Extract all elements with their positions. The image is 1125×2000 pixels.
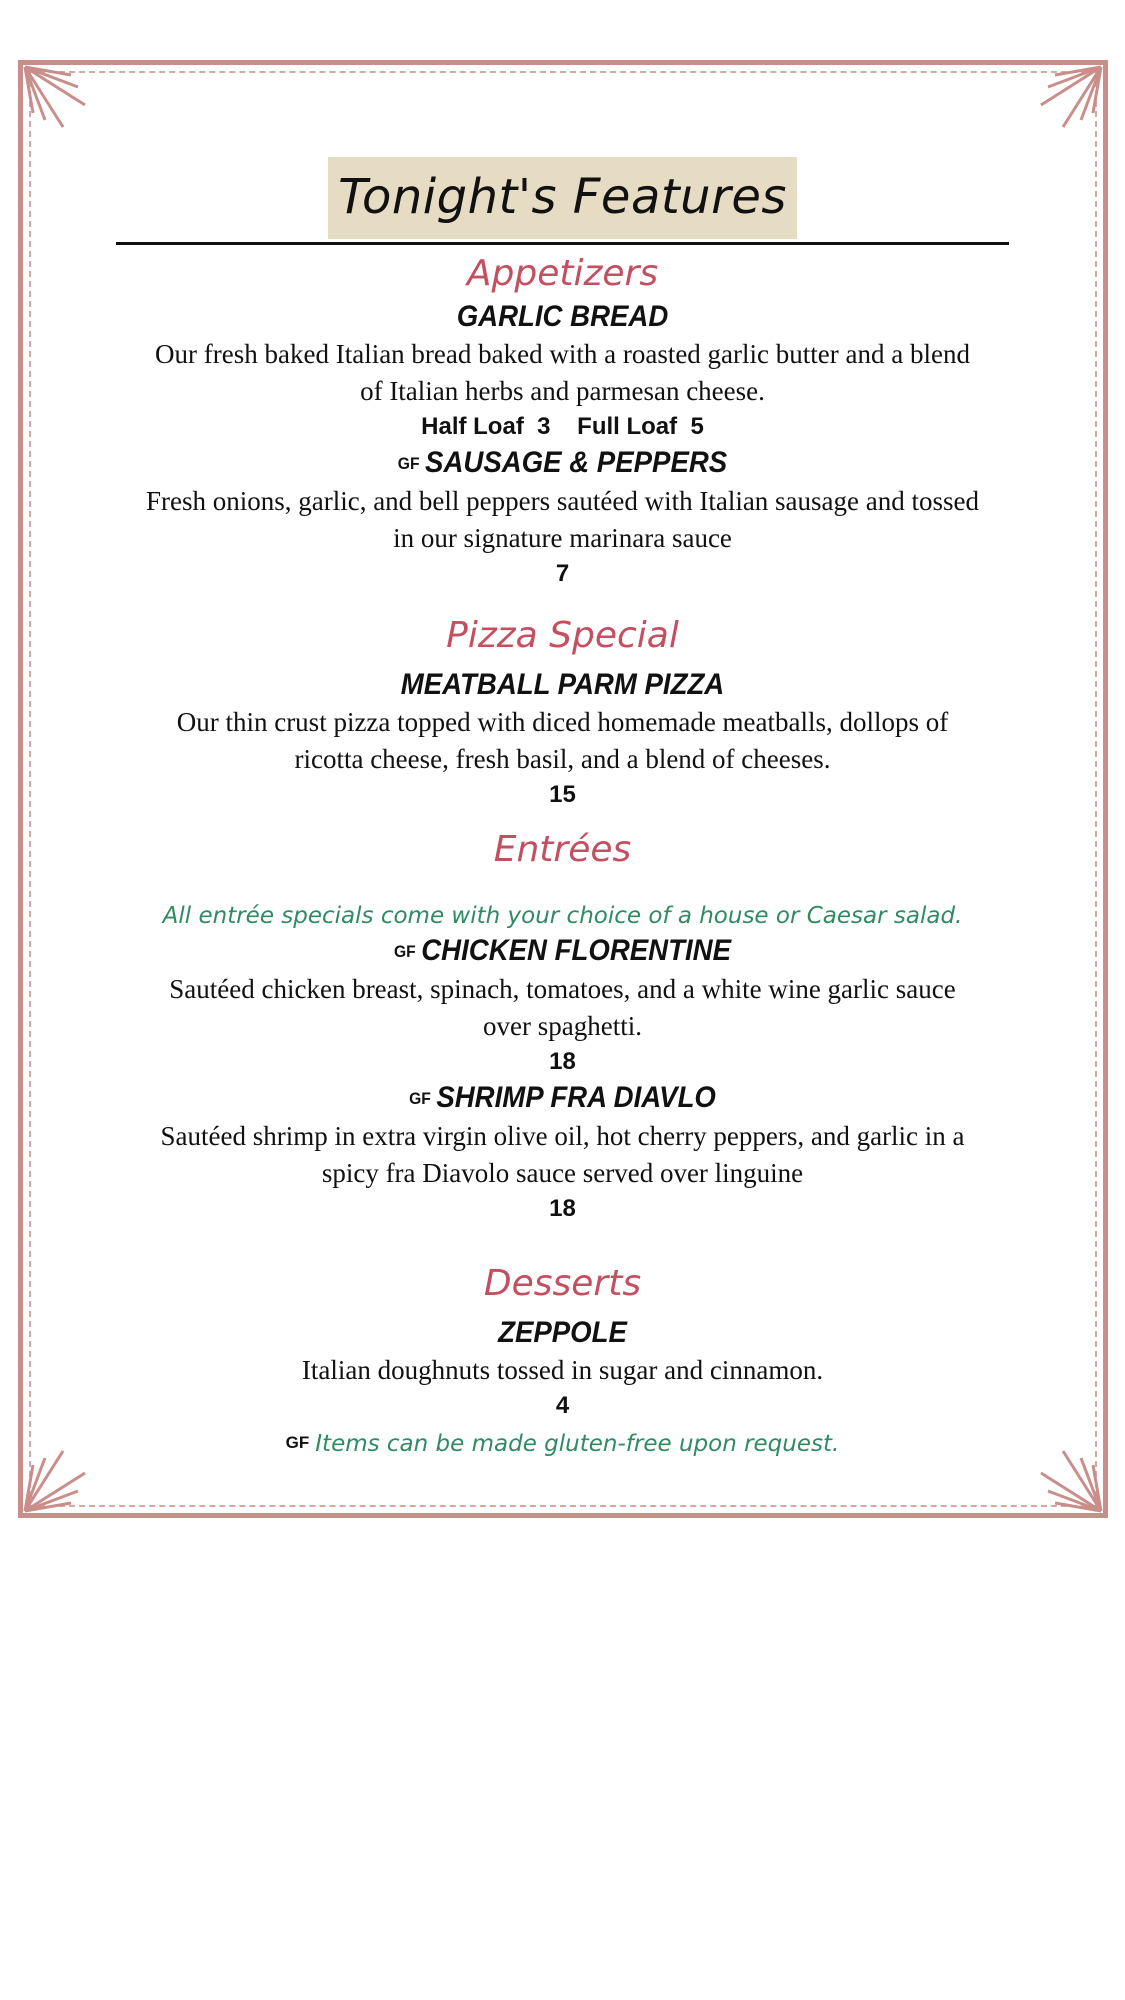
item-description: Our thin crust pizza topped with diced homemade meatballs, dollops of	[176, 707, 949, 737]
title-block	[0, 157, 1125, 239]
item-name-garlic-bread: GARLIC BREAD	[456, 300, 669, 333]
entrees-section	[40, 826, 1085, 1226]
item-description: Our fresh baked Italian bread baked with a roasted garlic butter and a blend	[155, 339, 970, 369]
gluten-free-tag: GF	[285, 1433, 310, 1452]
item-chicken-florentine	[82, 932, 1043, 971]
corner-ornament	[23, 65, 93, 135]
item-name-shrimp-fra-diavlo: SHRIMP FRA DIAVLO	[436, 1081, 716, 1114]
gluten-free-tag: GF	[397, 454, 420, 473]
item-price: 4	[555, 1392, 570, 1419]
item-description: Fresh onions, garlic, and bell peppers sautéed with Italian sausage and tossed	[145, 486, 980, 516]
item-shrimp-fra-diavlo	[82, 1079, 1043, 1118]
gluten-free-footnote	[40, 1427, 1085, 1460]
entree-salad-note: All entrée specials come with your choice of a house or Caesar salad.	[162, 903, 963, 929]
gluten-free-note: Items can be made gluten-free upon request.	[315, 1431, 840, 1457]
item-description: Sautéed shrimp in extra virgin olive oil, hot cherry peppers, and garlic in a	[160, 1121, 965, 1151]
section-heading-appetizers: Appetizers	[466, 253, 659, 294]
item-price: 18	[549, 1048, 576, 1075]
desserts-section	[40, 1260, 1085, 1460]
item-description: spicy fra Diavolo sauce served over linguine	[321, 1158, 804, 1188]
item-description: Sautéed chicken breast, spinach, tomatoes, and a white wine garlic sauce	[169, 974, 956, 1004]
title-underline	[116, 242, 1009, 245]
item-name-chicken-florentine: CHICKEN FLORENTINE	[421, 934, 731, 967]
item-name-zeppole: ZEPPOLE	[498, 1316, 627, 1349]
item-description: in our signature marinara sauce	[393, 523, 732, 553]
pizza-section	[40, 612, 1085, 812]
item-description: Italian doughnuts tossed in sugar and cinnamon.	[301, 1355, 824, 1385]
item-price: 15	[549, 781, 576, 808]
gluten-free-tag: GF	[409, 1089, 431, 1108]
page-title: Tonight's Features	[328, 157, 797, 239]
item-description: ricotta cheese, fresh basil, and a blend of cheeses.	[294, 744, 831, 774]
item-name-sausage-peppers: SAUSAGE & PEPPERS	[425, 446, 728, 479]
item-description: of Italian herbs and parmesan cheese.	[360, 376, 765, 406]
section-heading-desserts: Desserts	[483, 1263, 642, 1304]
section-heading-entrees: Entrées	[493, 829, 632, 870]
gluten-free-tag: GF	[394, 942, 416, 961]
item-description: over spaghetti.	[483, 1011, 642, 1041]
item-name-meatball-parm-pizza: MEATBALL PARM PIZZA	[400, 668, 725, 701]
item-sausage-peppers	[82, 444, 1043, 483]
item-price: 18	[549, 1195, 576, 1222]
item-price: 7	[555, 560, 570, 587]
item-price: Half Loaf 3 Full Loaf 5	[421, 413, 704, 440]
section-heading-pizza: Pizza Special	[446, 615, 679, 656]
corner-ornament	[1033, 65, 1103, 135]
appetizers-section	[40, 250, 1085, 591]
